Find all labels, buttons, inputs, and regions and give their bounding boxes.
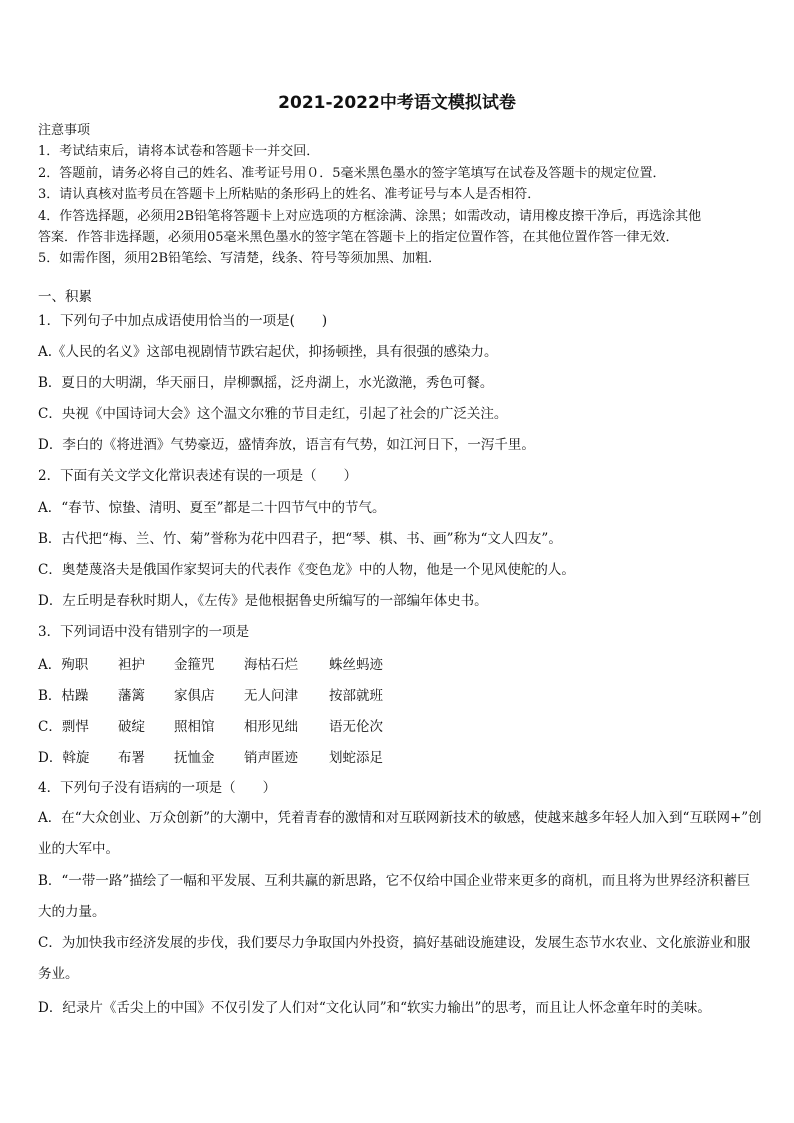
question-1-stem: 1．下列句子中加点成语使用恰当的一项是( ): [38, 313, 328, 329]
word-cell: 按部就班: [329, 688, 383, 704]
word-cell: 相形见绌: [244, 719, 298, 735]
word-cell: 无人问津: [244, 688, 298, 704]
question-2-option-d: D．左丘明是春秋时期人，《左传》是他根据鲁史所编写的一部编年体史书。: [38, 593, 488, 609]
word-cell: 破绽: [118, 719, 145, 735]
word-cell: 金箍咒: [174, 657, 215, 673]
word-cell: 语无伦次: [329, 719, 383, 735]
word-cell: A．殉职: [38, 657, 89, 673]
question-4-option-a: A．在“大众创业、万众创新”的大潮中，凭着青春的激情和对互联网新技术的敏感，使越来越多年轻人加入到“互联网+”创业的大军中。: [38, 810, 762, 857]
word-cell: 蛛丝蚂迹: [329, 657, 383, 673]
notice-block: [38, 120, 762, 270]
question-4-option-c: C．为加快我市经济发展的步伐，我们要尽力争取国内外投资，搞好基础设施建设，发展生态节水农业、文化旅游业和服务业。: [38, 935, 751, 982]
word-cell: D．斡旋: [38, 750, 90, 766]
word-cell: B．枯躁: [38, 688, 89, 704]
question-4-option-d: D．纪录片《舌尖上的中国》不仅引发了人们对“文化认同”和“软实力输出”的思考，而且让人怀念童年时的美味。: [38, 1000, 711, 1016]
question-2-stem: 2．下面有关文学文化常识表述有误的一项是（ ）: [38, 468, 358, 484]
notice-heading: 注意事项: [38, 123, 91, 138]
question-1-option-a: A.《人民的名义》这部电视剧情节跌宕起伏，抑扬顿挫，具有很强的感染力。: [38, 344, 498, 360]
word-cell: 划蛇添足: [329, 750, 383, 766]
word-cell: 袒护: [118, 657, 145, 673]
word-cell: 抚恤金: [174, 750, 215, 766]
word-cell: C．剽悍: [38, 719, 89, 735]
question-2-option-a: A．“春节、惊蛰、清明、夏至”都是二十四节气中的节气。: [38, 500, 386, 516]
word-cell: 销声匿迹: [244, 750, 298, 766]
word-cell: 海枯石烂: [244, 657, 298, 673]
word-cell: 家俱店: [174, 688, 215, 704]
notice-item: 3．请认真核对监考员在答题卡上所粘贴的条形码上的姓名、准考证号与本人是否相符．: [38, 187, 541, 203]
word-cell: 照相馆: [174, 719, 215, 735]
notice-item: 1．考试结束后，请将本试卷和答题卡一并交回．: [38, 144, 320, 160]
notice-item: 5．如需作图，须用2B铅笔绘、写清楚，线条、符号等须加黑、加粗．: [38, 251, 442, 267]
question-2-option-b: B．古代把“梅、兰、竹、菊”誉称为花中四君子，把“琴、棋、书、画”称为“文人四友”。: [38, 531, 562, 547]
question-2-option-c: C．奥楚蔑洛夫是俄国作家契诃夫的代表作《变色龙》中的人物，他是一个见风使舵的人。: [38, 562, 575, 578]
question-1-option-b: B．夏日的大明湖，华天丽日，岸柳飘摇，泛舟湖上，水光潋滟，秀色可餐。: [38, 375, 494, 391]
notice-item: 2．答题前，请务必将自己的姓名、准考证号用０．5毫米黑色墨水的签字笔填写在试卷及答题卡的规定位置．: [38, 165, 666, 181]
question-1-option-d: D．李白的《将进酒》气势豪迈，盛情奔放，语言有气势，如江河日下，一泻千里。: [38, 437, 535, 453]
question-4-stem: 4．下列句子没有语病的一项是（ ）: [38, 780, 277, 796]
exam-title: 2021-2022中考语文模拟试卷: [278, 93, 516, 113]
question-3-stem: 3．下列词语中没有错别字的一项是: [38, 624, 250, 640]
section-heading: 一、积累: [38, 289, 92, 305]
word-cell: 布署: [118, 750, 145, 766]
question-1-option-c: C．央视《中国诗词大会》这个温文尔雅的节目走红，引起了社会的广泛关注。: [38, 406, 508, 422]
notice-item: 4．作答选择题，必须用2B铅笔将答题卡上对应选项的方框涂满、涂黑；如需改动，请用橡皮擦干净后，再选涂其他: [38, 208, 702, 224]
word-cell: 藩篱: [118, 688, 145, 704]
question-4-option-b: B．“一带一路”描绘了一幅和平发展、互利共赢的新思路，它不仅给中国企业带来更多的商机，而且将为世界经济积蓄巨大的力量。: [38, 873, 751, 920]
notice-item: 答案．作答非选择题，必须用05毫米黑色墨水的签字笔在答题卡上的指定位置作答，在其他位置作答一律无效．: [38, 230, 679, 246]
